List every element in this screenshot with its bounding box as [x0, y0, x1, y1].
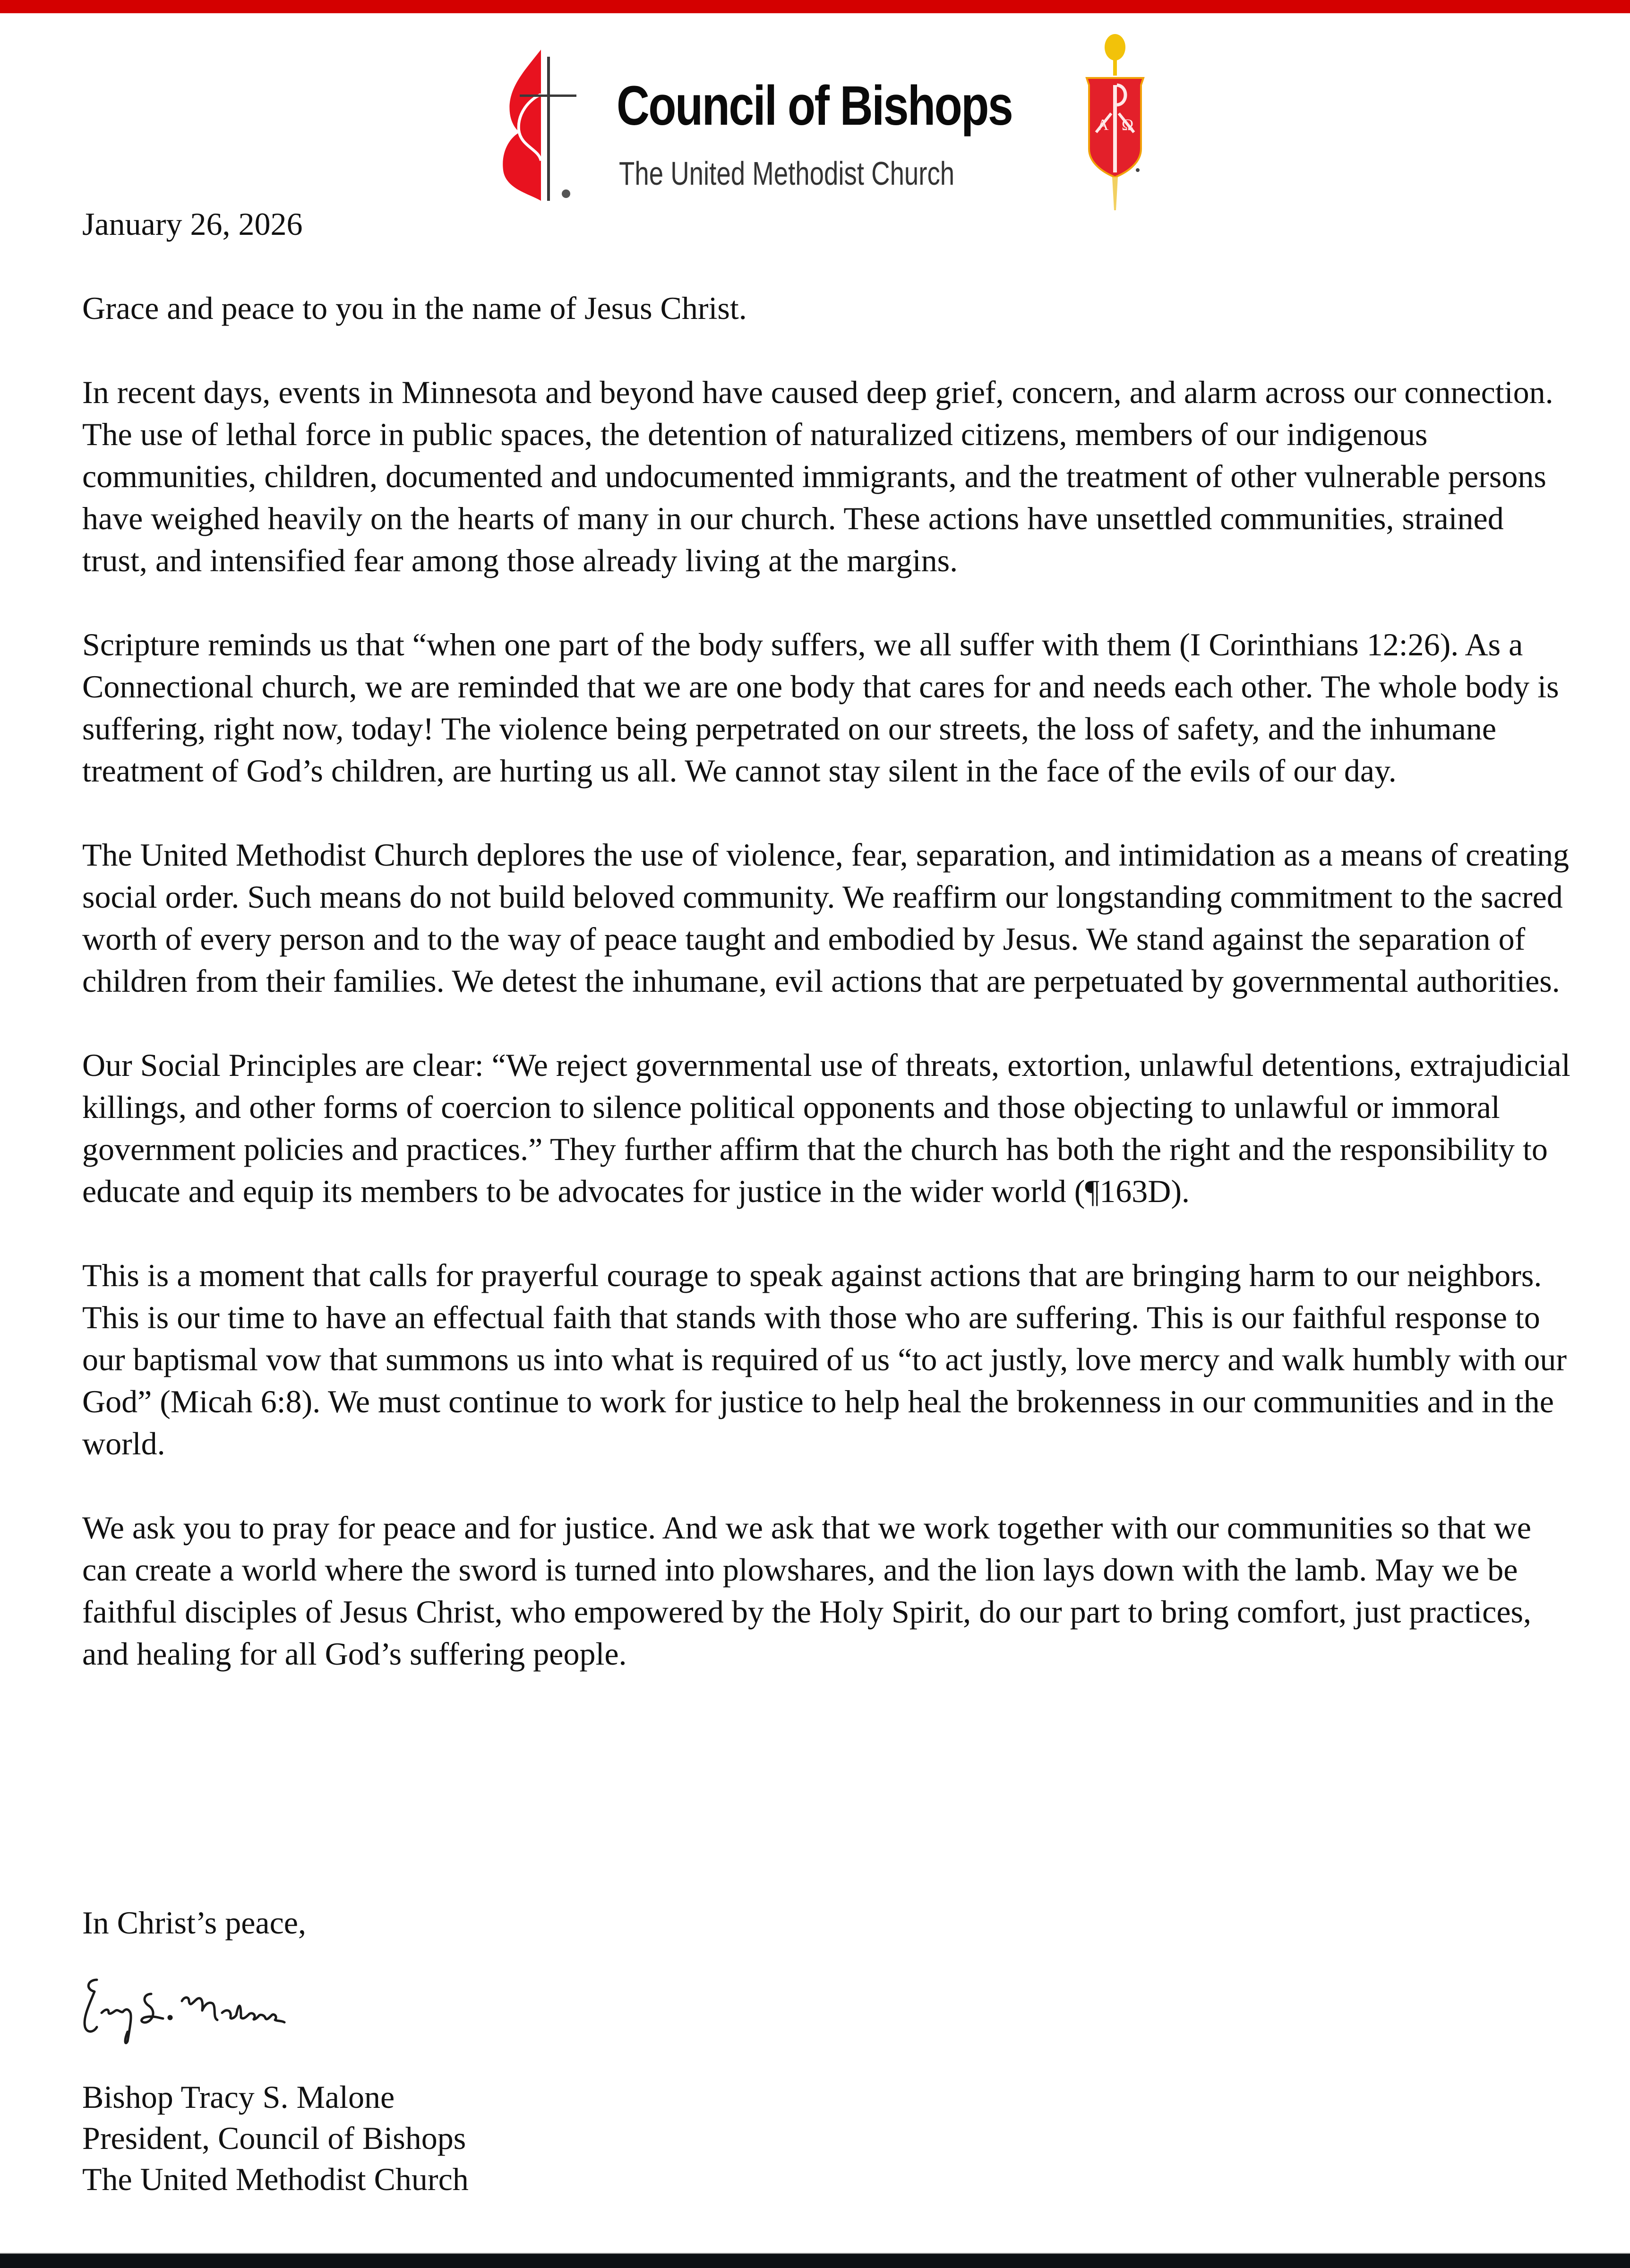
organization-subtitle: The United Methodist Church: [619, 155, 955, 192]
signature-block: [82, 2077, 469, 2200]
svg-text:Ω: Ω: [1122, 116, 1134, 134]
letter-date: January 26, 2026: [82, 206, 303, 242]
signatory-organization: The United Methodist Church: [82, 2161, 469, 2197]
signatory-title: President, Council of Bishops: [82, 2120, 466, 2156]
letter-paragraph-3: The United Methodist Church deplores the use of violence, fear, separation, and intimidation as a means of creating social order. Such means do not build beloved community. We reaffirm our longstanding commitment to the sacred worth of every person and to the way of peace taught and embodied by Jesus. We stand against the separation of children from their families. We detest the inhumane, evil actions that are perpetuated by governmental authorities.: [82, 837, 1569, 999]
letter-body: [82, 203, 1575, 1717]
chi-rho-shield-icon: [1082, 33, 1148, 213]
signatory-name: Bishop Tracy S. Malone: [82, 2079, 395, 2115]
letter-greeting: Grace and peace to you in the name of Jesus Christ.: [82, 290, 747, 326]
cross-and-flame-icon: [491, 38, 576, 208]
handwritten-signature: [80, 1975, 402, 2046]
letter-paragraph-4: Our Social Principles are clear: “We reject governmental use of threats, extortion, unlawful detentions, extrajudicial killings, and other forms of coercion to silence political opponents and those objecting to unlawful or immoral government policies and practices.” They further affirm that the church has both the right and the responsibility to educate and equip its members to be advocates for justice in the wider world (¶163D).: [82, 1047, 1570, 1209]
organization-title: Council of Bishops: [617, 75, 1012, 137]
letter-closing: In Christ’s peace,: [82, 1905, 306, 1941]
letter-paragraph-1: In recent days, events in Minnesota and beyond have caused deep grief, concern, and alarm across our connection. The use of lethal force in public spaces, the detention of naturalized citizens, members of our indigenous communities, children, documented and undocumented immigrants, and the treatment of other vulnerable persons have weighed heavily on the hearts of many in our church. These actions have unsettled communities, strained trust, and intensified fear among those already living at the margins.: [82, 374, 1553, 578]
letter-paragraph-6: We ask you to pray for peace and for justice. And we ask that we work together with our communities so that we can create a world where the sword is turned into plowshares, and the lion lays down with the lamb. May we be faithful disciples of Jesus Christ, who empowered by the Holy Spirit, do our part to bring comfort, just practices, and healing for all God’s suffering people.: [82, 1510, 1532, 1672]
bottom-dark-bar: [0, 2253, 1630, 2268]
letter-paragraph-5: This is a moment that calls for prayerful courage to speak against actions that are bringing harm to our neighbors. This is our time to have an effectual faith that stands with those who are suffering. This is our faithful response to our baptismal vow that summons us into what is required of us “to act justly, love mercy and walk humbly with our God” (Micah 6:8). We must continue to work for justice to help heal the brokenness in our communities and in the world.: [82, 1257, 1567, 1461]
letter-paragraph-2: Scripture reminds us that “when one part of the body suffers, we all suffer with them (I Corinthians 12:26). As a Connectional church, we are reminded that we are one body that cares for and needs each other. The whole body is suffering, right now, today! The violence being perpetrated on our streets, the loss of safety, and the inhumane treatment of God’s children, are hurting us all. We cannot stay silent in the face of the evils of our day.: [82, 627, 1559, 789]
letterhead: [0, 28, 1630, 208]
top-red-bar: [0, 0, 1630, 13]
svg-text:A: A: [1097, 116, 1109, 134]
